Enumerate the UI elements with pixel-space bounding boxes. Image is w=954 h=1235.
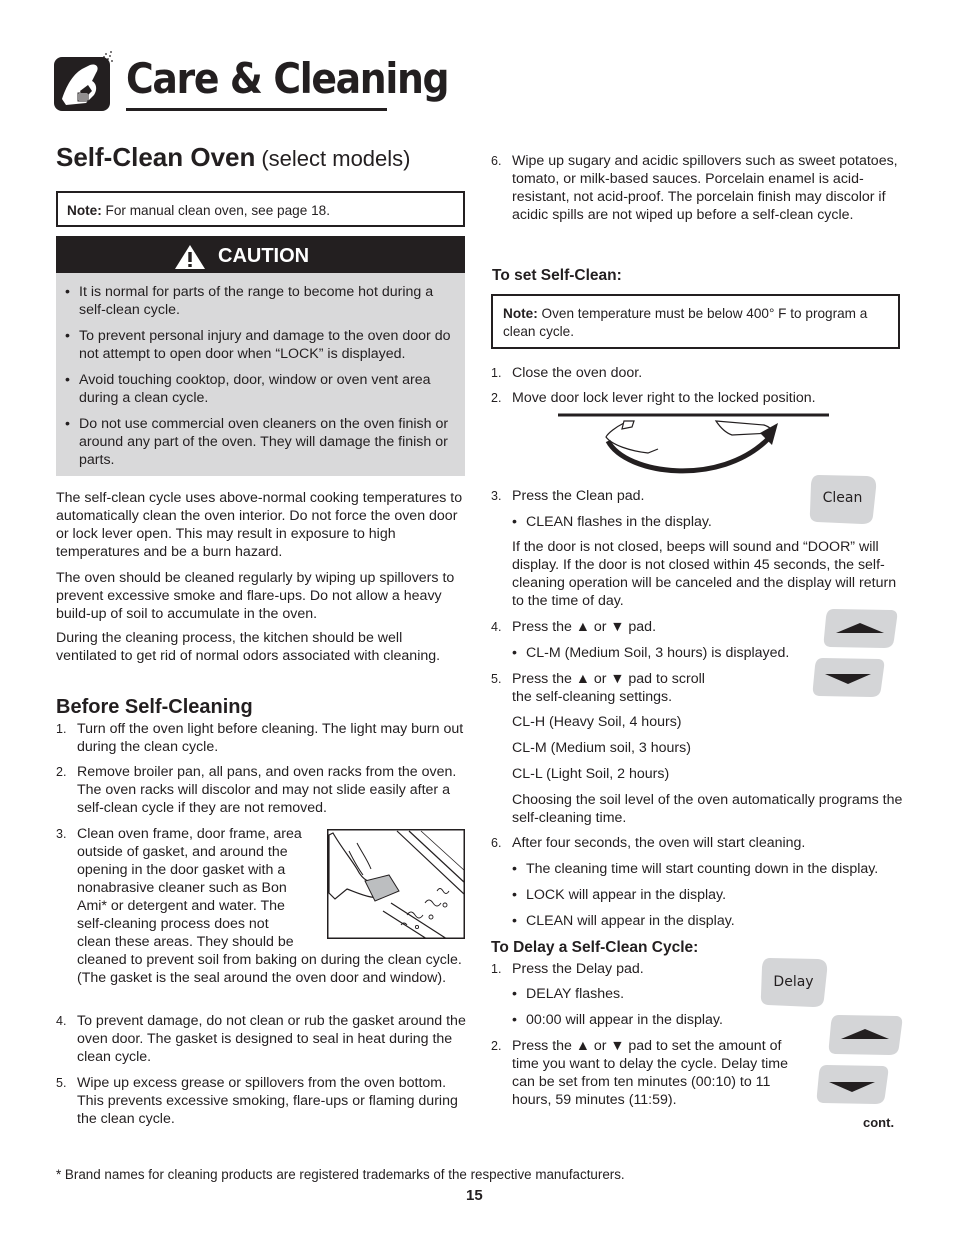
step-bullet: • CL-M (Medium Soil, 3 hours) is displayed. [512, 644, 904, 662]
warning-triangle-icon [174, 244, 206, 270]
intro-paragraph: The self-clean cycle uses above-normal cooking temperatures to automatically clean the oven interior. Do not force the oven door or lock lever open. This may result in exposure to high temperatures and be a burn hazard. [56, 490, 463, 560]
before-cleaning-heading: Before Self-Cleaning [56, 696, 253, 718]
section-title [56, 142, 411, 172]
set-self-clean-heading: To set Self-Clean: [492, 267, 622, 284]
intro-paragraph: During the cleaning process, the kitchen should be well ventilated to get rid of normal odors associated with cleaning. [56, 630, 441, 664]
soil-level: CL-H (Heavy Soil, 4 hours) [512, 714, 682, 730]
note-label: Note: [503, 306, 538, 321]
page-title: Care & Cleaning [126, 54, 449, 103]
caution-item: • Do not use commercial oven cleaners on the oven finish or around any part of the oven. They will damage the finish or parts. [65, 415, 455, 469]
up-arrow-pad-illustration [822, 608, 898, 649]
continued-label: cont. [863, 1115, 895, 1130]
step-bullet: • DELAY flashes. [512, 985, 772, 1003]
caution-item: • To prevent personal injury and damage to the oven door do not attempt to open door when “LOCK” is displayed. [65, 327, 455, 363]
step3-paragraph: If the door is not closed, beeps will sound and “DOOR” will display. If the door is not closed within 45 seconds, the self-cleaning operation will be canceled and the display will return to the time of day. [512, 539, 897, 609]
note-label: Note: [67, 203, 102, 218]
footnote: * Brand names for cleaning products are registered trademarks of the respective manufacturers. [56, 1167, 625, 1182]
caution-item: • It is normal for parts of the range to become hot during a self-clean cycle. [65, 283, 455, 319]
delay-pad-label: Delay [773, 974, 814, 990]
delay-bullets [512, 985, 772, 1029]
delay-heading: To Delay a Self-Clean Cycle: [491, 939, 699, 956]
step-bullet: • CLEAN flashes in the display. [512, 513, 902, 531]
down-arrow-pad-illustration [811, 657, 885, 698]
temperature-note [491, 294, 900, 349]
soil-level: CL-M (Medium soil, 3 hours) [512, 740, 691, 756]
step-bullet: • The cleaning time will start counting down in the display. [512, 860, 912, 878]
down-arrow-pad-illustration [815, 1064, 889, 1105]
step-bullet: • 00:00 will appear in the display. [512, 1011, 772, 1029]
cleaning-hand-spray-icon [52, 51, 114, 113]
section-title-main: Self-Clean Oven [56, 142, 256, 172]
door-lock-lever-illustration [556, 409, 831, 485]
caution-list [65, 283, 455, 469]
section-title-sub: (select models) [261, 146, 411, 171]
gasket-cleaning-illustration [327, 829, 465, 939]
soil-level: CL-L (Light Soil, 2 hours) [512, 766, 670, 782]
step6-bullets [512, 860, 912, 930]
note-text: Oven temperature must be below 400° F to program a clean cycle. [503, 306, 868, 339]
page-number: 15 [466, 1187, 483, 1204]
caution-panel [56, 273, 465, 476]
caution-heading: CAUTION [218, 245, 310, 267]
delay-pad-illustration [758, 957, 829, 1008]
clean-pad-illustration [807, 474, 878, 525]
title-underline [126, 108, 387, 111]
step-bullet: • CLEAN will appear in the display. [512, 912, 912, 930]
caution-item: • Avoid touching cooktop, door, window or oven vent area during a clean cycle. [65, 371, 455, 407]
note-text: For manual clean oven, see page 18. [105, 203, 330, 218]
soil-level-list [512, 713, 691, 783]
clean-pad-label: Clean [822, 490, 863, 506]
up-arrow-pad-illustration [827, 1014, 903, 1056]
step5-paragraph: Choosing the soil level of the oven automatically programs the self-cleaning time. [512, 792, 903, 826]
intro-text [56, 489, 466, 665]
intro-paragraph: The oven should be cleaned regularly by wiping up spillovers to prevent excessive smoke and flare-ups. Do not allow a heavy build-up of soil to accumulate in the oven. [56, 570, 455, 622]
manual-clean-note [56, 191, 465, 227]
step-bullet: • LOCK will appear in the display. [512, 886, 912, 904]
